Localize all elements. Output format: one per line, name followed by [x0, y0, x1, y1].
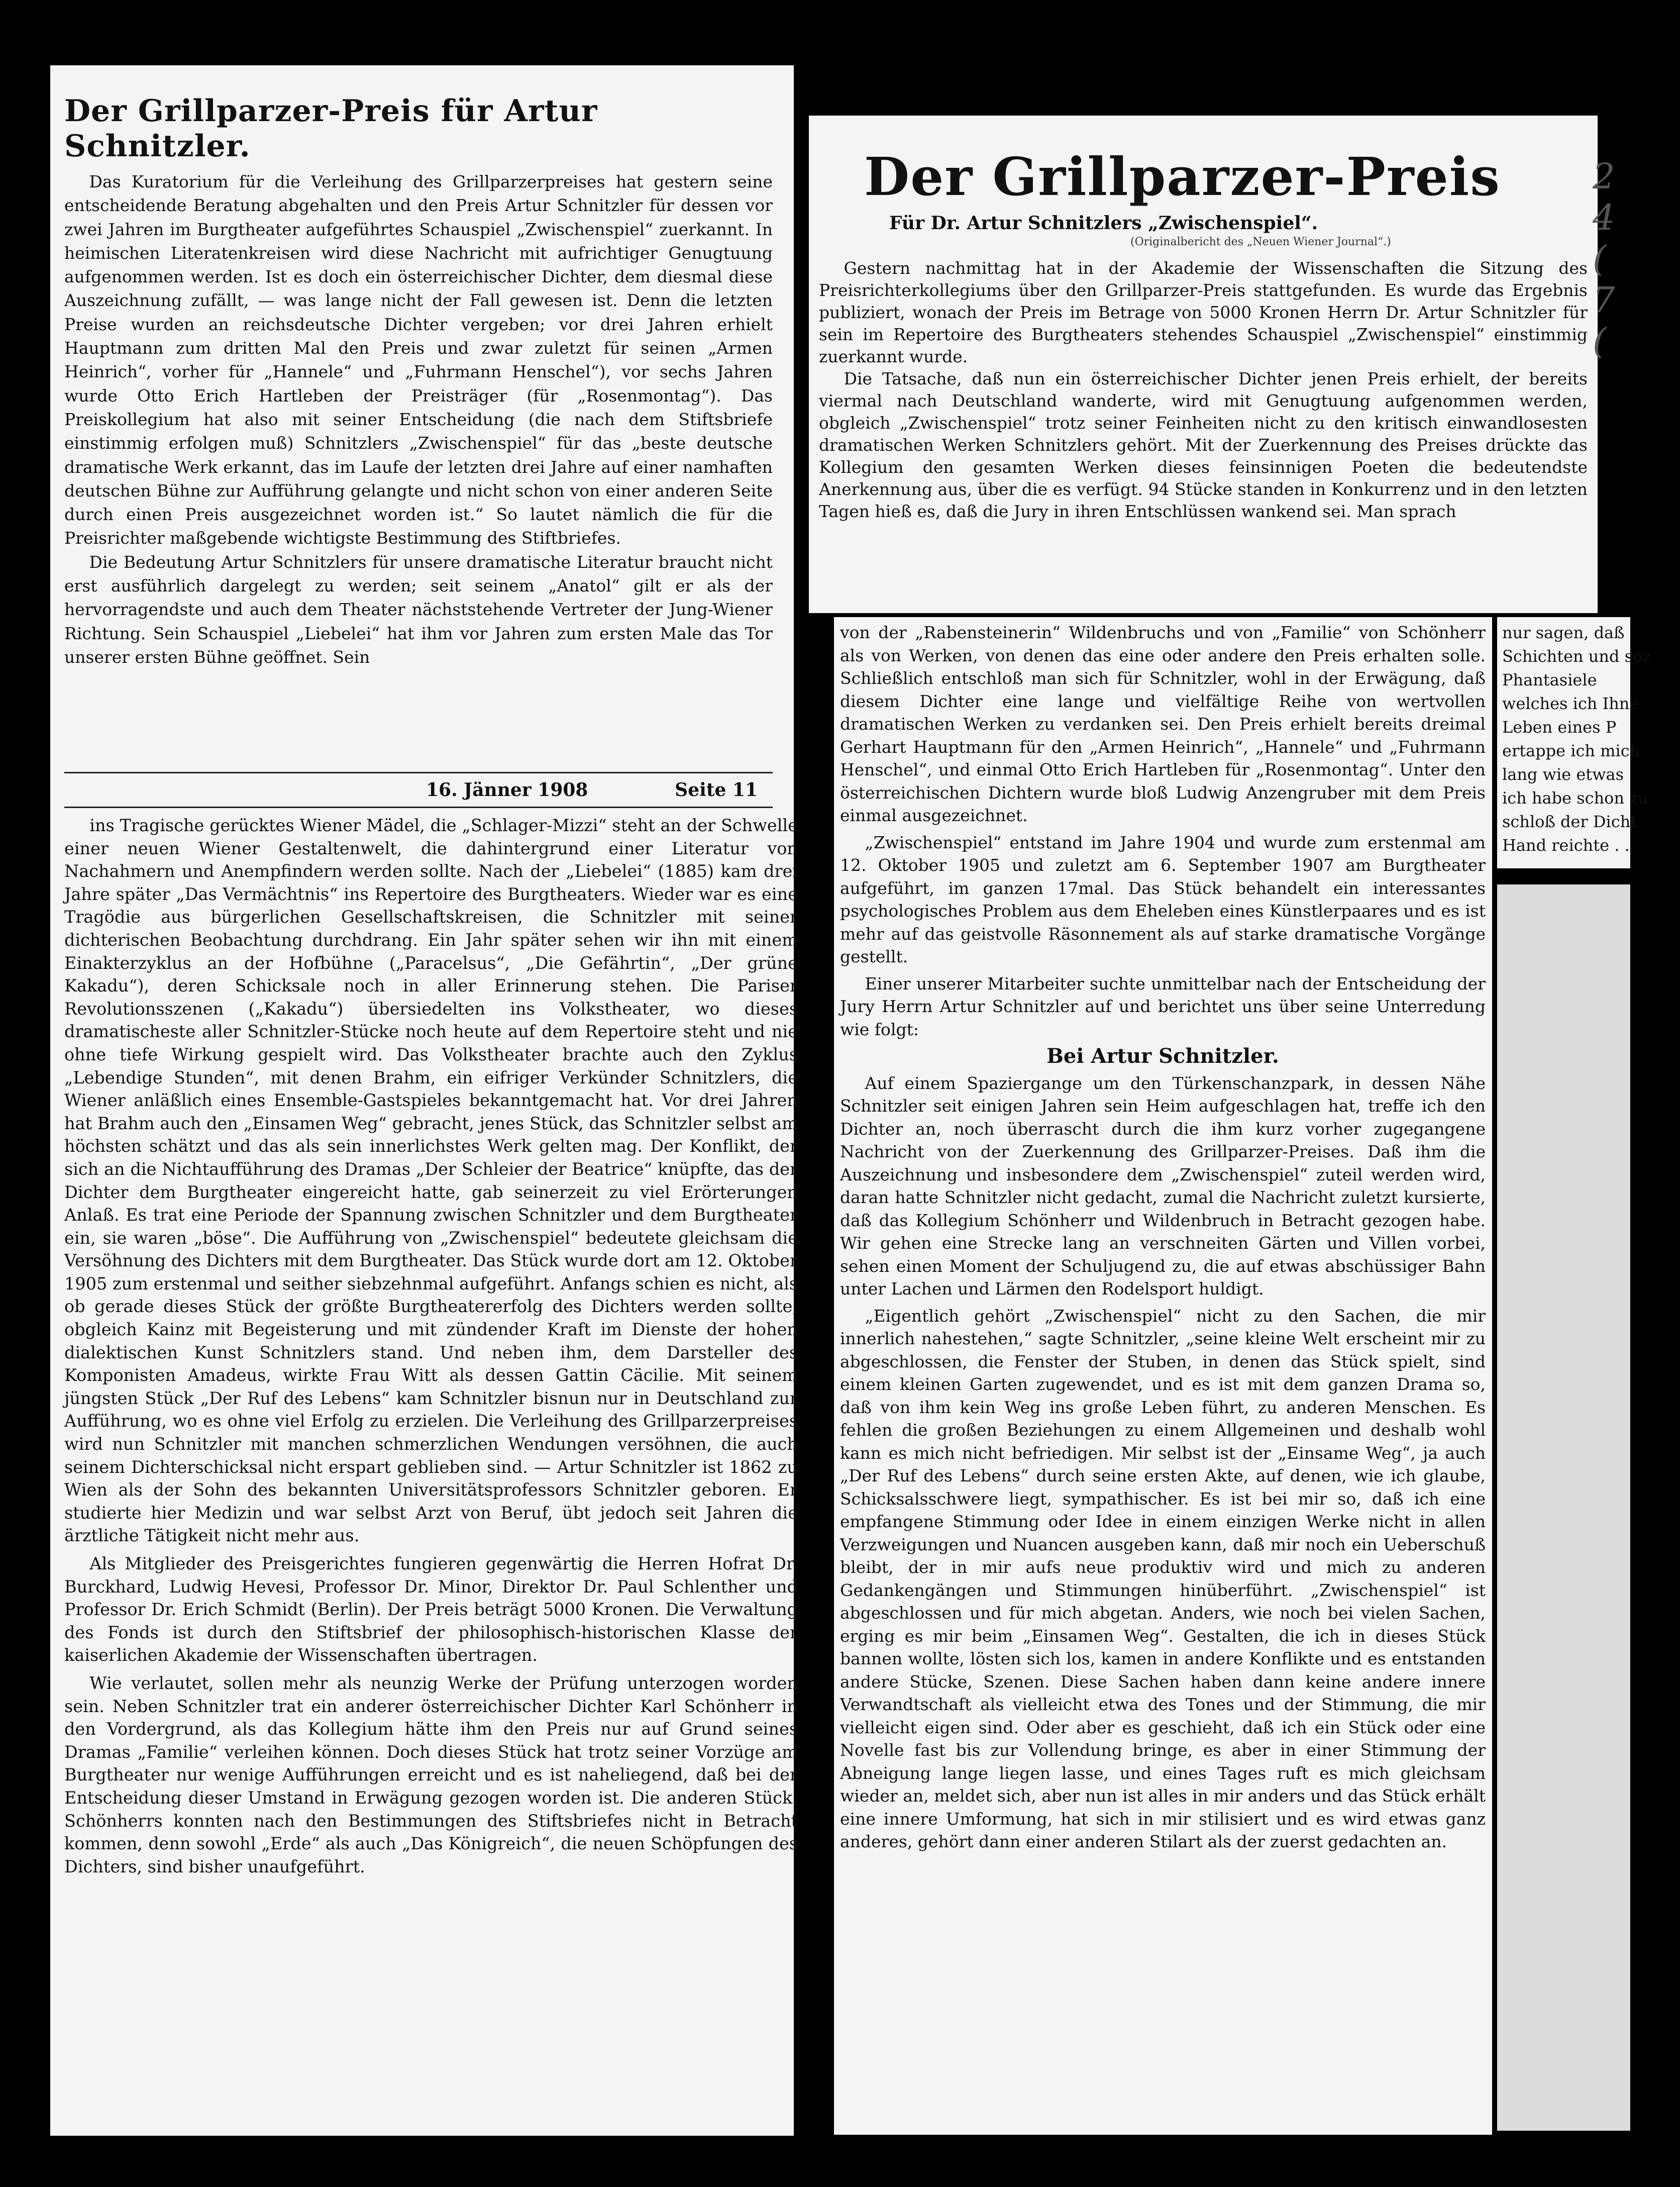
fragment-line: ertappe ich mich: [1502, 741, 1640, 760]
source-note: (Originalbericht des „Neuen Wiener Journal“.): [1130, 236, 1391, 248]
article-paragraph: „Zwischenspiel“ entstand im Jahre 1904 und wurde zum erstenmal am 12. Oktober 1905 und zuletzt am 6. September 1907 am Burgtheater aufgeführt, im ganzen 17mal. Das Stück behandelt ein interessantes psychologisches Problem aus dem Eheleben eines Künstlerpaares und es ist mehr auf das geistvolle Räsonnement als auf starke dramatische Vorgänge gestellt.: [840, 832, 1486, 966]
clipping-fragment: [1497, 617, 1651, 868]
folio-page-number: Seite 11: [675, 779, 758, 801]
article-paragraph: Als Mitglieder des Preisgerichtes fungieren gegenwärtig die Herren Hofrat Dr. Burckhard, Ludwig Hevesi, Professor Dr. Minor, Direktor Dr. Paul Schlenther und Professor Dr. Erich Schmidt (Berlin). Der Preis beträgt 5000 Kronen. Die Verwaltung des Fonds ist durch den Stiftsbrief der philosophisch-historischen Klasse der kaiserlichen Akademie der Wissenschaften übertragen.: [64, 1554, 798, 1665]
article-paragraph: ins Tragische gerücktes Wiener Mädel, die „Schlager-Mizzi“ steht an der Schwelle einer neuen Wiener Gestaltenwelt, die dahintergrund einer Literatur von Nachahmern und Anempfindern werden sollte. Nach der „Liebelei“ (1885) kam drei Jahre später „Das Vermächtnis“ ins Repertoire des Burgtheaters. Wieder war es eine Tragödie aus bürgerlichen Gesellschaftskreisen, die Schnitzler mit seiner dichterischen Beobachtung durchdrang. Ein Jahr später sehen wir ihn mit einem Einakterzyklus an der Hofbühne („Paracelsus“, „Die Gefährtin“, „Der grüne Kakadu“), deren Schicksale noch in aller Erinnerung stehen. Die Pariser Revolutionsszenen („Kakadu“) übersiedelten ins Volkstheater, wo dieses dramatischeste aller Schnitzler-Stücke noch heute auf dem Repertoire steht und nie ohne tiefe Wirkung gespielt wird. Das Volkstheater brachte auch den Zyklus „Lebendige Stunden“, mit denen Brahm, ein eifriger Verkünder Schnitzlers, die Wiener anläßlich eines Ensemble-Gastspieles bekanntgemacht hat. Vor drei Jahren hat Brahm auch den „Einsamen Weg“ gebracht, jenes Stück, das Schnitzler selbst am höchsten schätzt und das als sein innerlichstes Werk gelten mag. Der Konflikt, der sich an die Nichtaufführung des Dramas „Der Schleier der Beatrice“ knüpfte, das der Dichter dem Burgtheater eingereicht hatte, gab seinerzeit zu viel Erörterungen Anlaß. Es trat eine Periode der Spannung zwischen Schnitzler und dem Burgtheater ein, sie waren „böse“. Die Aufführung von „Zwischenspiel“ bedeutete gleichsam die Versöhnung des Dichters mit dem Burgtheater. Das Stück wurde dort am 12. Oktober 1905 zum erstenmal und seither siebzehnmal aufgeführt. Anfangs schien es nicht, als ob gerade dieses Stück der größte Burgtheatererfolg des Dichters werden sollte, obgleich Kainz mit Begeisterung und mit zündender Kraft im Dienste der hohen dialektischen Kunst Schnitzlers stand. Und neben ihm, dem Darsteller des Komponisten Amadeus, wirkte Frau Witt als dessen Gattin Cäcilie. Mit seinem jüngsten Stück „Der Ruf des Lebens“ kam Schnitzler bisnun nur in Deutschland zur Aufführung, wo es ohne viel Erfolg zu erzielen. Die Verleihung des Grillparzerpreises wird nun Schnitzler mit manchen schmerzlichen Wendungen versöhnen, die auch seinem Dichterschicksal nicht erspart geblieben sind. — Artur Schnitzler ist 1862 zu Wien als der Sohn des bekannten Universitätsprofessors Schnitzler geboren. Er studierte hier Medizin und war selbst Arzt von Beruf, übt jedoch seit Jahren die ärztliche Tätigkeit nicht mehr aus.: [64, 816, 798, 1546]
fragment-line: Hand reichte . .: [1502, 836, 1630, 855]
headline-right: Der Grillparzer-Preis: [864, 146, 1501, 208]
fragment-line: Phantasiele: [1502, 670, 1597, 689]
clipping-left: [50, 65, 798, 2136]
fragment-line: lang wie etwas: [1502, 765, 1624, 784]
section-heading: Bei Artur Schnitzler.: [1046, 1044, 1279, 1068]
fragment-line: nur sagen, daß: [1502, 623, 1625, 642]
fragment-line: Leben eines P: [1502, 718, 1617, 737]
article-paragraph: Wie verlautet, sollen mehr als neunzig Werke der Prüfung unterzogen worden sein. Neben Schnitzler trat ein anderer österreichischer Dichter Karl Schönherr in den Vordergrund, als das Kollegium hätte ihm den Preis nur auf Grund seines Dramas „Familie“ verleihen können. Doch dieses Stück hat trotz seiner Vorzüge am Burgtheater nur wenige Aufführungen erreicht und es ist naheliegend, daß bei der Entscheidung dieser Umstand in Erwägung gezogen worden ist. Die anderen Stück. Schönherrs konnten nach den Bestimmungen des Stiftsbriefes nicht in Betracht kommen, denn sowohl „Erde“ als auch „Das Königreich“, die neuen Schöpfungen des Dichters, sind bisher unaufgeführt.: [64, 1673, 798, 1876]
fragment-line: welches ich Ihne: [1502, 694, 1639, 713]
cut-strip: [64, 65, 773, 83]
page-folio: [64, 772, 773, 808]
article-paragraph: „Eigentlich gehört „Zwischenspiel“ nicht zu den Sachen, die mir innerlich nahestehen,“ sagte Schnitzler, „seine kleine Welt erscheint mir zu abgeschlossen, die Fenster der Stuben, in denen das Stück spielt, sind einem kleinen Garten zugewendet, und es ist mit dem ganzen Drama so, daß von ihm kein Weg ins große Leben führt, zu anderen Menschen. Es fehlen die großen Beziehungen zu einem Allgemeinen und deshalb wohl kann es mich nicht befriedigen. Mir selbst ist der „Einsame Weg“, ja auch „Der Ruf des Lebens“ durch seine ersten Akte, auf denen, wie ich glaube, Schicksalsschwere liegt, sympathischer. Es ist bei mir so, daß ich eine empfangene Stimmung oder Idee in einem einzigen Werke nicht in allen Verzweigungen und Nuancen ausgeben kann, daß mir noch ein Ueberschuß bleibt, der in mir aufs neue produktiv wird und mich zu anderen Gedankengängen und Stimmungen hinüberführt. „Zwischenspiel“ ist abgeschlossen und für mich abgetan. Anders, wie noch bei vielen Sachen, erging es mir beim „Einsamen Weg“. Gestalten, die ich in dieses Stück bannen wollte, lösten sich los, kamen in andere Konflikte und es entstanden andere Stücke, Szenen. Diese Sachen haben dann keine andere innere Verwandtschaft als vielleicht etwa des Tones und der Stimmung, die mir vielleicht eigen sind. Oder aber es geschieht, daß ich ein Stück oder eine Novelle fast bis zur Vollendung bringe, es aber in einer Stimmung der Abneigung lange liegen lasse, und eines Tages ruft es mich gleichsam wieder an, meldet sich, aber nun ist alles in mir anders und das Stück erhält eine innere Umformung, hat sich in mir stilisiert und es wird etwas ganz anderes, gehört dann einer anderen Stilart als der zuerst gedachten an.: [840, 1306, 1486, 1851]
fragment-line: Schichten und soz: [1502, 647, 1651, 666]
clipping-left-bottom: [64, 814, 798, 1883]
article-paragraph: von der „Rabensteinerin“ Wildenbruchs und von „Familie“ von Schönherr als von Werken, von denen das eine oder andere den Preis erhalten solle. Schließlich entschloß man sich für Schnitzler, wohl in der Erwägung, daß diesem Dichter eine lange und vielfältige Reihe von wertvollen dramatischen Werken zu verdanken sei. Den Preis erhielt bereits dreimal Gerhart Hauptmann für den „Armen Heinrich“, „Hannele“ und „Fuhrmann Henschel“, und einmal Otto Erich Hartleben für „Rosenmontag“. Unter den österreichischen Dichtern wurde bloß Ludwig Anzengruber mit dem Preis einmal ausgezeichnet.: [840, 623, 1486, 825]
article-paragraph: Die Tatsache, daß nun ein österreichischer Dichter jenen Preis erhielt, der bereits viermal nach Deutschland wanderte, wird mit Genugtuung aufgenommen werden, obgleich „Zwischenspiel“ trotz seiner Feinheiten nicht zu den kritisch einwandlosesten dramatischen Werken Schnitzlers gehört. Mit der Zuerkennung des Preises drückte das Kollegium den gesamten Werken dieses feinsinnigen Poeten die bedeutendste Anerkennung aus, über die es verfügt. 94 Stücke standen in Konkurrenz und in den letzten Tagen hieß es, daß die Jury in ihren Entschlüssen wankend sei. Man sprach: [819, 369, 1588, 521]
blank-paper-strip: [1497, 884, 1630, 2131]
fragment-line: schloß der Dicht: [1502, 812, 1637, 831]
article-paragraph: Das Kuratorium für die Verleihung des Grillparzerpreises hat gestern seine entscheidende Beratung abgehalten und den Preis Artur Schnitzler für dessen vor zwei Jahren im Burgtheater aufgeführtes Schauspiel „Zwischenspiel“ zuerkannt. In heimischen Literatenkreisen wird diese Nachricht mit aufrichtiger Genugtuung aufgenommen werden. Ist es doch ein österreichischer Dichter, dem diesmal diese Auszeichnung zufällt, — was lange nicht der Fall gewesen ist. Denn die letzten Preise wurden an reichsdeutsche Dichter vergeben; vor drei Jahren erhielt Hauptmann zum dritten Mal den Preis und zwar zuletzt für seinen „Armen Heinrich“, vorher für „Hannele“ und „Fuhrmann Henschel“), vor sechs Jahren wurde Otto Erich Hartleben der Preisträger (für „Rosenmontag“). Das Preiskollegium hat also mit seiner Entscheidung (die nach dem Stiftsbriefe einstimmig erfolgen muß) Schnitzlers „Zwischenspiel“ für das „beste deutsche dramatische Werk erkannt, das im Laufe der letzten drei Jahre auf einer namhaften deutschen Bühne zur Aufführung gelangte und nicht schon von einer anderen Seite durch einen Preis ausgezeichnet worden ist.“ So lautet nämlich die für die Preisrichter maßgebende wichtigste Bestimmung des Stiftbriefes.: [64, 172, 773, 548]
fragment-lines: [1497, 617, 1651, 857]
article-paragraph: Die Bedeutung Artur Schnitzlers für unsere dramatische Literatur braucht nicht erst ausführlich dargelegt zu werden; seit seinem „Anatol“ gilt er als der hervorragendste und auch dem Theater nächststehende Vertreter der Jung-Wiener Richtung. Sein Schauspiel „Liebelei“ hat ihm vor Jahren zum ersten Male das Tor unserer ersten Bühne geöffnet. Sein: [64, 552, 773, 667]
clipping-left-top: [64, 65, 773, 669]
clipping-right-main-body: [840, 621, 1486, 1857]
clipping-right-header: [809, 116, 1615, 613]
article-paragraph: Einer unserer Mitarbeiter suchte unmittelbar nach der Entscheidung der Jury Herrn Artur Schnitzler auf und berichtet uns über seine Unterredung wie folgt:: [840, 973, 1486, 1039]
clipping-right-main: [834, 617, 1492, 2135]
headline-left: Der Grillparzer-Preis für Artur Schnitzler.: [64, 93, 598, 164]
handwritten-note: 2 4 ( 7 (: [1593, 156, 1615, 362]
article-paragraph: Auf einem Spaziergange um den Türkenschanzpark, in dessen Nähe Schnitzler seit einigen Jahren sein Heim aufgeschlagen hat, treffe ich den Dichter an, noch überrascht durch die ihm kurz vorher zugegangene Nachricht von der Zuerkennung des Grillparzer-Preises. Daß ihm die Auszeichnung und insbesondere dem „Zwischenspiel“ zuteil werden wird, daran hatte Schnitzler nicht gedacht, zumal die Nachricht zuletzt kursierte, daß das Kollegium Schönherr und Wildenbruch in Betracht gezogen habe. Wir gehen eine Strecke lang an verschneiten Gärten und Villen vorbei, sehen einen Moment der Schuljugend zu, die auf etwas abschüssiger Bahn unter Lachen und Lärmen den Rodelsport huldigt.: [840, 1073, 1486, 1299]
fragment-line: ich habe schon zu: [1502, 788, 1648, 808]
article-paragraph: Gestern nachmittag hat in der Akademie der Wissenschaften die Sitzung des Preisrichterkollegiums über den Grillparzer-Preis stattgefunden. Es wurde das Ergebnis publiziert, wonach der Preis im Betrage von 5000 Kronen Herrn Dr. Artur Schnitzler für sein im Repertoire des Burgtheaters stehendes Schauspiel „Zwischenspiel“ einstimmig zuerkannt wurde.: [819, 258, 1588, 366]
clipping-right-header-body: [819, 257, 1588, 523]
folio-date: 16. Jänner 1908: [426, 779, 588, 801]
subtitle: Für Dr. Artur Schnitzlers „Zwischenspiel“.: [889, 213, 1318, 234]
